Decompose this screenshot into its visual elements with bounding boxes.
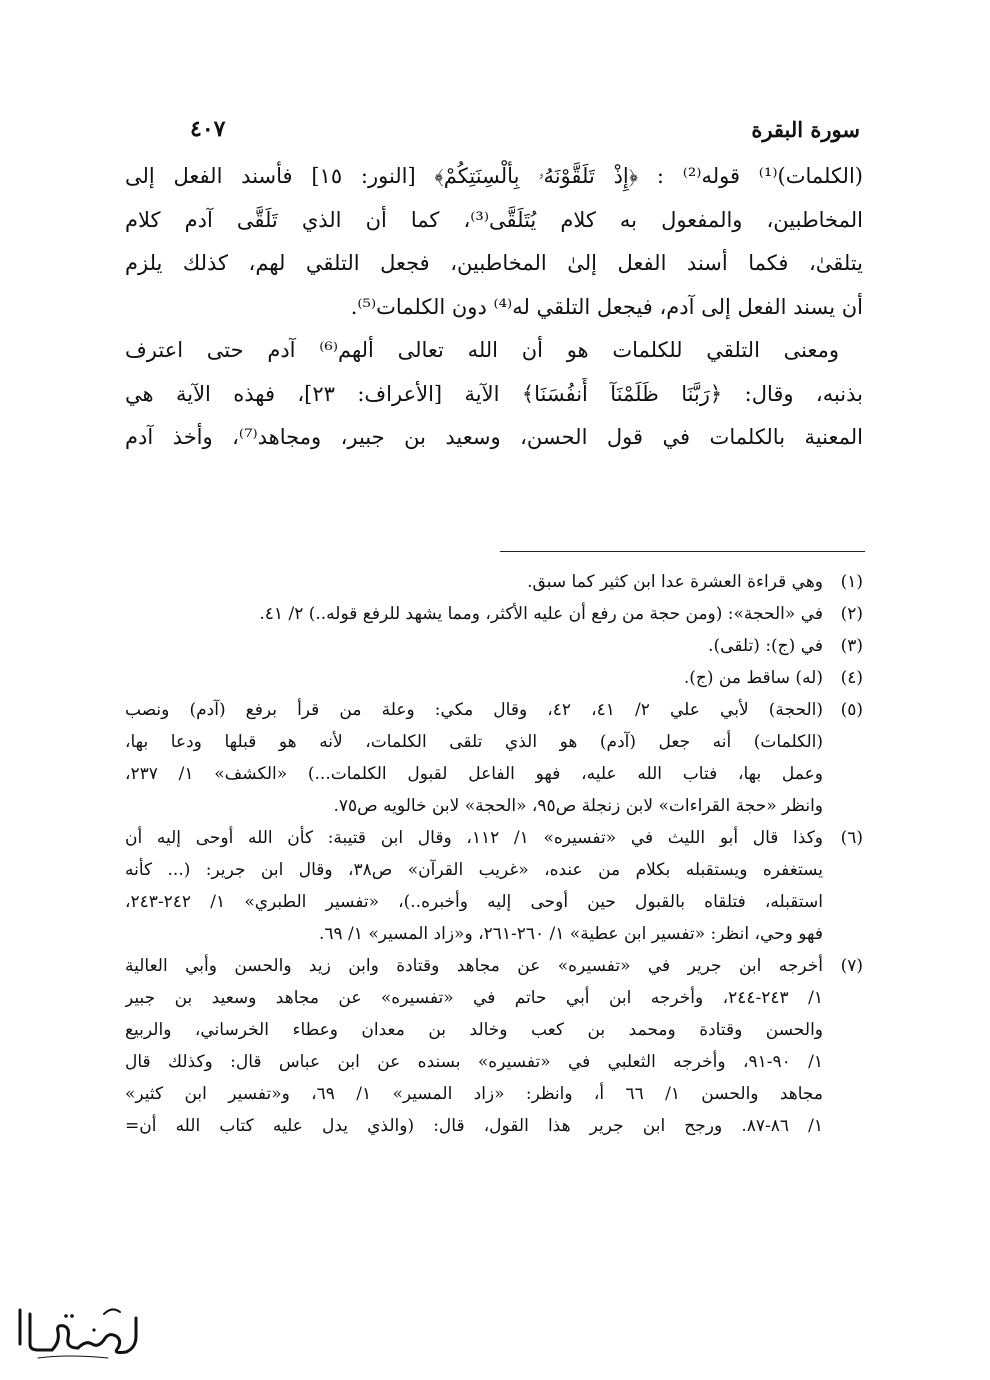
footnote-number: (٦) bbox=[840, 828, 863, 848]
page-header bbox=[190, 112, 860, 146]
footnote-line: وعمل بها، فتاب الله عليه، فهو الفاعل لقبول الكلمات...) «الكشف» ١/ ٢٣٧، bbox=[125, 764, 823, 784]
footnote-line: وانظر «حجة القراءات» لابن زنجلة ص٩٥، «الحجة» لابن خالويه ص٧٥. bbox=[333, 796, 823, 816]
footnote-6 bbox=[125, 823, 863, 951]
footnote-line: في «الحجة»: (ومن حجة من رفع أن عليه الأكثر، ومما يشهد للرفع قوله..) ٢/ ٤١. bbox=[259, 604, 823, 624]
footnote-line: استقبله، فتلقاه بالقبول حين أوحى إليه وأخبره..)، «تفسير الطبري» ١/ ٢٤٢-٢٤٣، bbox=[125, 892, 823, 912]
footnote-line: وهي قراءة العشرة عدا ابن كثير كما سبق. bbox=[527, 572, 823, 592]
main-line: بذنبه، وقال: ﴿رَبَّنَا ظَلَمْنَآ أَنفُسَنَا﴾ الآية [الأعراف: ٢٣]، فهذه الآية هي bbox=[125, 381, 863, 406]
footnote-line: ١/ ٢٤٣-٢٤٤، وأخرجه ابن أبي حاتم في «تفسيره» عن مجاهد وسعيد بن جبير bbox=[125, 988, 823, 1008]
footnote-line: مجاهد والحسن ١/ ٦٦ أ، وانظر: «زاد المسير» ١/ ٦٩، و«تفسير ابن كثير» bbox=[125, 1084, 823, 1104]
main-text bbox=[125, 160, 863, 465]
footnote-number: (٢) bbox=[840, 604, 863, 624]
footnote-3 bbox=[125, 631, 863, 663]
footnote-line: يستغفره ويستقبله بكلام من عنده، «غريب القرآن» ص٣٨، وقال ابن جرير: (... كأنه bbox=[125, 860, 823, 880]
footnote-7 bbox=[125, 951, 863, 1143]
footnote-line: فهو وحي، انظر: «تفسير ابن عطية» ١/ ٢٦٠-٢٦١، و«زاد المسير» ١/ ٦٩. bbox=[318, 924, 823, 944]
main-line: المعنية بالكلمات في قول الحسن، وسعيد بن جبير، ومجاهد⁽⁷⁾، وأخذ آدم bbox=[125, 425, 863, 449]
footnotes bbox=[125, 567, 863, 1143]
surah-title: سورة البقرة bbox=[751, 116, 860, 142]
footnote-separator bbox=[500, 551, 865, 552]
footnote-line: (الكلمات) أنه جعل (آدم) هو الذي تلقى الكلمات، لأنه هو قبلها ودعا بها، bbox=[125, 732, 823, 752]
footnote-5 bbox=[125, 695, 863, 823]
footnote-line: (الحجة) لأبي علي ٢/ ٤١، ٤٢، وقال مكي: وعلة من قرأ برفع (آدم) ونصب bbox=[125, 700, 823, 720]
footnote-line: وكذا قال أبو الليث في «تفسيره» ١/ ١١٢، وقال ابن قتيبة: كأن الله أوحى إليه أن bbox=[125, 828, 823, 848]
footnote-number: (٤) bbox=[840, 668, 863, 688]
footnote-number: (٥) bbox=[840, 700, 863, 720]
footnote-line: (له) ساقط من (ج). bbox=[683, 668, 823, 688]
footnote-1 bbox=[125, 567, 863, 599]
footnote-line: في (ج): (تلقى). bbox=[708, 636, 823, 656]
footnote-4 bbox=[125, 663, 863, 695]
footnote-number: (١) bbox=[840, 572, 863, 592]
footnote-line: أخرجه ابن جرير في «تفسيره» عن مجاهد وقتادة وابن زيد والحسن وأبي العالية bbox=[125, 956, 823, 976]
main-line: أن يسند الفعل إلى آدم، فيجعل التلقي له⁽⁴⁾ دون الكلمات⁽⁵⁾. bbox=[350, 294, 863, 319]
main-line: يتلقىٰ، فكما أسند الفعل إلىٰ المخاطبين، فجعل التلقي لهم، كذلك يلزم bbox=[125, 251, 863, 275]
page-number: ٤٠٧ bbox=[190, 116, 226, 142]
main-line: (الكلمات)⁽¹⁾ قوله⁽²⁾ : ﴿إِذْ تَلَقَّوْنَهُۥ بِأَلْسِنَتِكُمْ﴾ [النور: ١٥] فأسند الفعل إلى bbox=[125, 164, 863, 188]
calligraphy-logo-icon bbox=[8, 1292, 148, 1366]
main-line: المخاطبين، والمفعول به كلام يُتَلَقَّى⁽³⁾، كما أن الذي تَلَقَّى آدم كلام bbox=[125, 207, 863, 232]
footnote-number: (٧) bbox=[840, 956, 863, 976]
footnote-line: ١/ ٩٠-٩١، وأخرجه الثعلبي في «تفسيره» بسنده عن ابن عباس قال: وكذلك قال bbox=[125, 1052, 823, 1072]
footnote-line: ١/ ٨٦-٨٧. ورجح ابن جرير هذا القول، قال: (والذي يدل عليه كتاب الله أن= bbox=[125, 1116, 823, 1136]
footnote-2 bbox=[125, 599, 863, 631]
footnote-line: والحسن وقتادة ومحمد بن كعب وخالد بن معدان وعطاء الخرساني، والربيع bbox=[125, 1020, 823, 1040]
publisher-logo bbox=[8, 1292, 148, 1366]
main-line: ومعنى التلقي للكلمات هو أن الله تعالى ألهم⁽⁶⁾ آدم حتى اعترف bbox=[125, 338, 839, 362]
footnote-number: (٣) bbox=[840, 636, 863, 656]
